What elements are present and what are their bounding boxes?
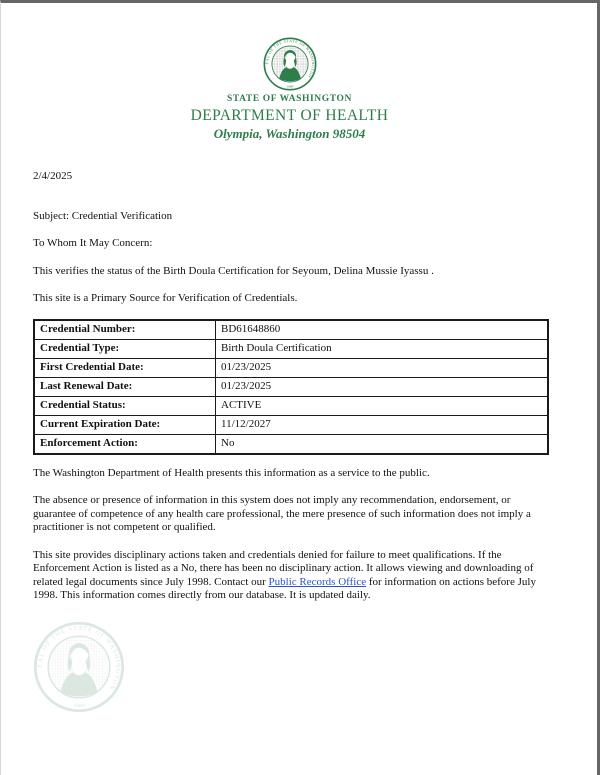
table-row	[34, 377, 548, 396]
enforcement-action-label: Enforcement Action:	[34, 434, 216, 454]
letter-date: 2/4/2025	[33, 170, 73, 182]
salutation: To Whom It May Concern:	[33, 237, 153, 249]
public-service-statement: The Washington Department of Health presents this information as a service to the public.	[33, 466, 430, 479]
table-row	[34, 415, 548, 434]
disciplinary-paragraph	[33, 549, 546, 603]
last-renewal-date-label: Last Renewal Date:	[34, 377, 216, 396]
first-credential-date-label: First Credential Date:	[34, 358, 216, 377]
credential-status-label: Credential Status:	[34, 396, 216, 415]
watermark-seal-icon	[33, 621, 125, 713]
letter-content	[1, 3, 597, 713]
current-expiration-date-label: Current Expiration Date:	[34, 415, 216, 434]
current-expiration-date-value: 11/12/2027	[216, 415, 549, 434]
credential-status-value: ACTIVE	[216, 396, 549, 415]
table-row	[34, 396, 548, 415]
disciplinary-text-pre: This site provides disciplinary actions taken and credentials denied for failure to meet qualifications. If the Enforcement Action is listed as a No, there has been no disciplinary action. It allows viewing and downloading of related legal documents since July 1998. Contact our	[33, 548, 534, 588]
primary-source-statement: This site is a Primary Source for Verification of Credentials.	[33, 292, 298, 304]
state-of-washington-label: STATE OF WASHINGTON	[227, 94, 352, 104]
first-credential-date-value: 01/23/2025	[216, 358, 549, 377]
subject-line: Subject: Credential Verification	[33, 209, 173, 222]
table-row	[34, 358, 548, 377]
address-line: Olympia, Washington 98504	[213, 126, 366, 141]
credential-number-label: Credential Number:	[34, 320, 216, 340]
credential-type-label: Credential Type:	[34, 339, 216, 358]
verification-statement: This verifies the status of the Birth Doula Certification for Seyoum, Delina Mussie Iyassu .	[33, 264, 434, 277]
table-row	[34, 434, 548, 454]
washington-state-seal-icon	[263, 37, 317, 91]
credential-table	[33, 319, 549, 455]
public-records-office-link[interactable]: Public Records Office	[268, 575, 367, 588]
disciplinary-text-post: for information on actions before July 1998. This information comes directly from our database. It is updated daily.	[33, 575, 536, 601]
table-row	[34, 320, 548, 340]
credential-number-value: BD61648860	[216, 320, 549, 340]
last-renewal-date-value: 01/23/2025	[216, 377, 549, 396]
credential-type-value: Birth Doula Certification	[216, 339, 549, 358]
disclaimer-paragraph: The absence or presence of information in this system does not imply any recommendation, endorsement, or guarantee of competence of any health care professional, the mere presence of such information does not imply a practitioner is not competent or qualified.	[33, 494, 531, 533]
enforcement-action-value: No	[216, 434, 549, 454]
department-of-health-title: DEPARTMENT OF HEALTH	[190, 107, 389, 124]
table-row	[34, 339, 548, 358]
letterhead	[33, 37, 546, 141]
